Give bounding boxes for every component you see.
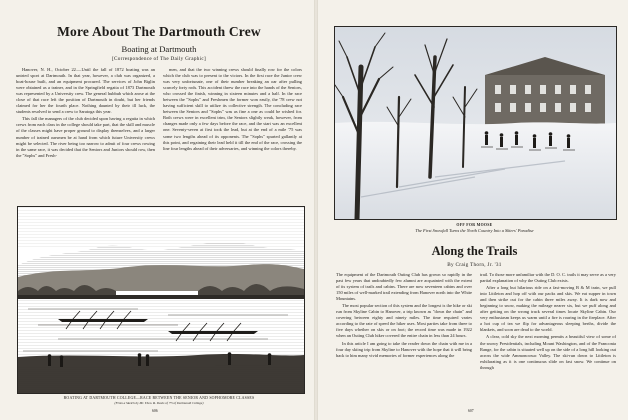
paragraph: The equipment of the Dartmouth Outing Club has grown so rapidly in the past few years that undoubtedly few alumni are acquainted with the extent of its system of trails and cabins. There are now seventeen cabins and over 150 miles of well-marked trail extending from Hanover north into the White Mountains.	[336, 272, 472, 302]
page-number-right: 607	[468, 409, 474, 413]
paragraph: trail. To those more unfamiliar with the D. O. C. trails it may serve as a very partial explanation of why the Outing Club exists.	[480, 272, 616, 284]
article-byline: By Craig Thorn, Jr. '31	[447, 262, 502, 268]
left-column-2	[163, 67, 302, 201]
winter-scene-photo	[335, 27, 616, 219]
snow-campus-photo	[334, 26, 617, 220]
page-number-left: 606	[152, 409, 158, 413]
paragraph: The most popular section of this system and the longest is the hike or ski run from Skyline Cabin to Hanover, a trip known as "down the chain" and covering between eighty and ninety miles. The time required varies according to the rate of speed the hiker uses. Most parties take from three to five days whether on skis or on foot; the record time was made in 1922 when an Outing Club hiker covered the entire chain in less than 24 hours.	[336, 303, 472, 339]
article-title: More About The Dartmouth Crew	[57, 24, 261, 39]
rowing-race-engraving	[17, 206, 305, 394]
right-page	[318, 0, 628, 420]
right-column-1	[336, 272, 472, 408]
engraving-illustration	[18, 207, 304, 393]
right-article-columns	[336, 272, 616, 408]
engraving-caption: BOATING AT DARTMOUTH COLLEGE—RACE BETWEEN THE SENIOR AND SOPHOMORE CLASSES	[63, 396, 255, 400]
photo-caption: The First Snowfall Turns the North Country Into a Skiers' Paradise	[415, 228, 534, 233]
paragraph: men, and that the two winning crews should finally row for the colors which the club was to present to the victors. In the first race the Junior crew was very unfortunate, one of their number breaking an oar after pulling scarcely forty rods. This accident threw the race into the hands of the Seniors, who crossed the finish, winning in sixteen minutes and a half. In the race between the "Sophs" and Freshmen the former won easily, the '78 crew not having sufficient skill to utilize its collective strength. The concluding race between the Seniors and "Sophs" was as fine a one as could be wished for. Both crews were in excellent trim, the Seniors slightly weak, however, from changes made only a few days before the race, and the start was an excellent one. Seventy-seven at first took the lead, but at the end of a mile '75 was some two lengths ahead of its opponents. The "Sophs" spurted gallantly at this point, and regaining their lead held it till the end of the race, crossing the line four lengths ahead of their adversaries, and winning the colors thereby.	[163, 67, 302, 151]
paragraph: In this article I am going to take the reader down the chain with me in a four day skiing trip from Skyline to Hanover with the hope that it will bring back to him many vivid memories of former experiences along the	[336, 340, 472, 358]
paragraph: Hanover, N. H., October 22.—Until the fall of 1872 boating was an untried sport at Dartmouth. In that year, however, a club was organized, a boat-house built, and an equipment procured. The services of John Biglin were obtained as a trainer, and in the Springfield regatta of 1873 Dartmouth was represented by a University crew. The general hubbub which arose at the close of that race left the position of Dartmouth in doubt, but her friends claimed for her the fourth place. Nothing daunted by their ill luck, the students resolved to send a crew to Saratoga this year.	[16, 67, 155, 115]
left-article-columns	[16, 67, 302, 201]
photo-title: OFF FOR MOOSE	[456, 223, 493, 227]
article-title: Along the Trails	[431, 244, 518, 258]
article-subtitle: Boating at Dartmouth	[121, 44, 197, 54]
paragraph: This fall the managers of the club decided upon having a regatta in which crews from each class in the college should take part, that the skill and muscle of the classes might have proper ground to display themselves, and a larger number of trained oarsmen be at hand from which future University crews might be selected. The river being too narrow to admit of four crews rowing in the same race, it was decided that the Seniors and Juniors should row, then the "Sophs" and Fresh-	[16, 116, 155, 158]
right-column-2	[480, 272, 616, 408]
paragraph: A clear, cold sky the next morning permits a beautiful view of some of the snowy Presidentials, including Mount Washington, and of the Franconia Range, for the cabin is situated well up on the side of a long hill looking out across the wide Ammonoosuc Valley. The ski-run down to Littleton is exhilarating as it is one continuous slide on fast snow. We continue on through	[480, 334, 616, 370]
engraving-credit: (From a Sketch by Mr. Theo. R. Davis of '75 of Dartmouth College)	[114, 401, 204, 405]
correspondent-line: [Correspondence of The Daily Graphic]	[112, 56, 206, 62]
paragraph: After a long but hilarious ride on a fast-moving B & M train, we pull into Littleton and hop off with our packs and skis. We eat supper in town and then strike out for the cabin three miles away. It is dark now and beginning to snow, making the mileage nearer six, but we puff along and after getting on the wrong track several times locate Skyline Cabin. Our very enthusiasm keeps us warm until a fire is roaring in the fireplace. After a hot cup of tea we flip for advantageous sleeping berths, divide the blankets, and soon are dead to the world.	[480, 285, 616, 333]
left-column-1	[16, 67, 155, 201]
